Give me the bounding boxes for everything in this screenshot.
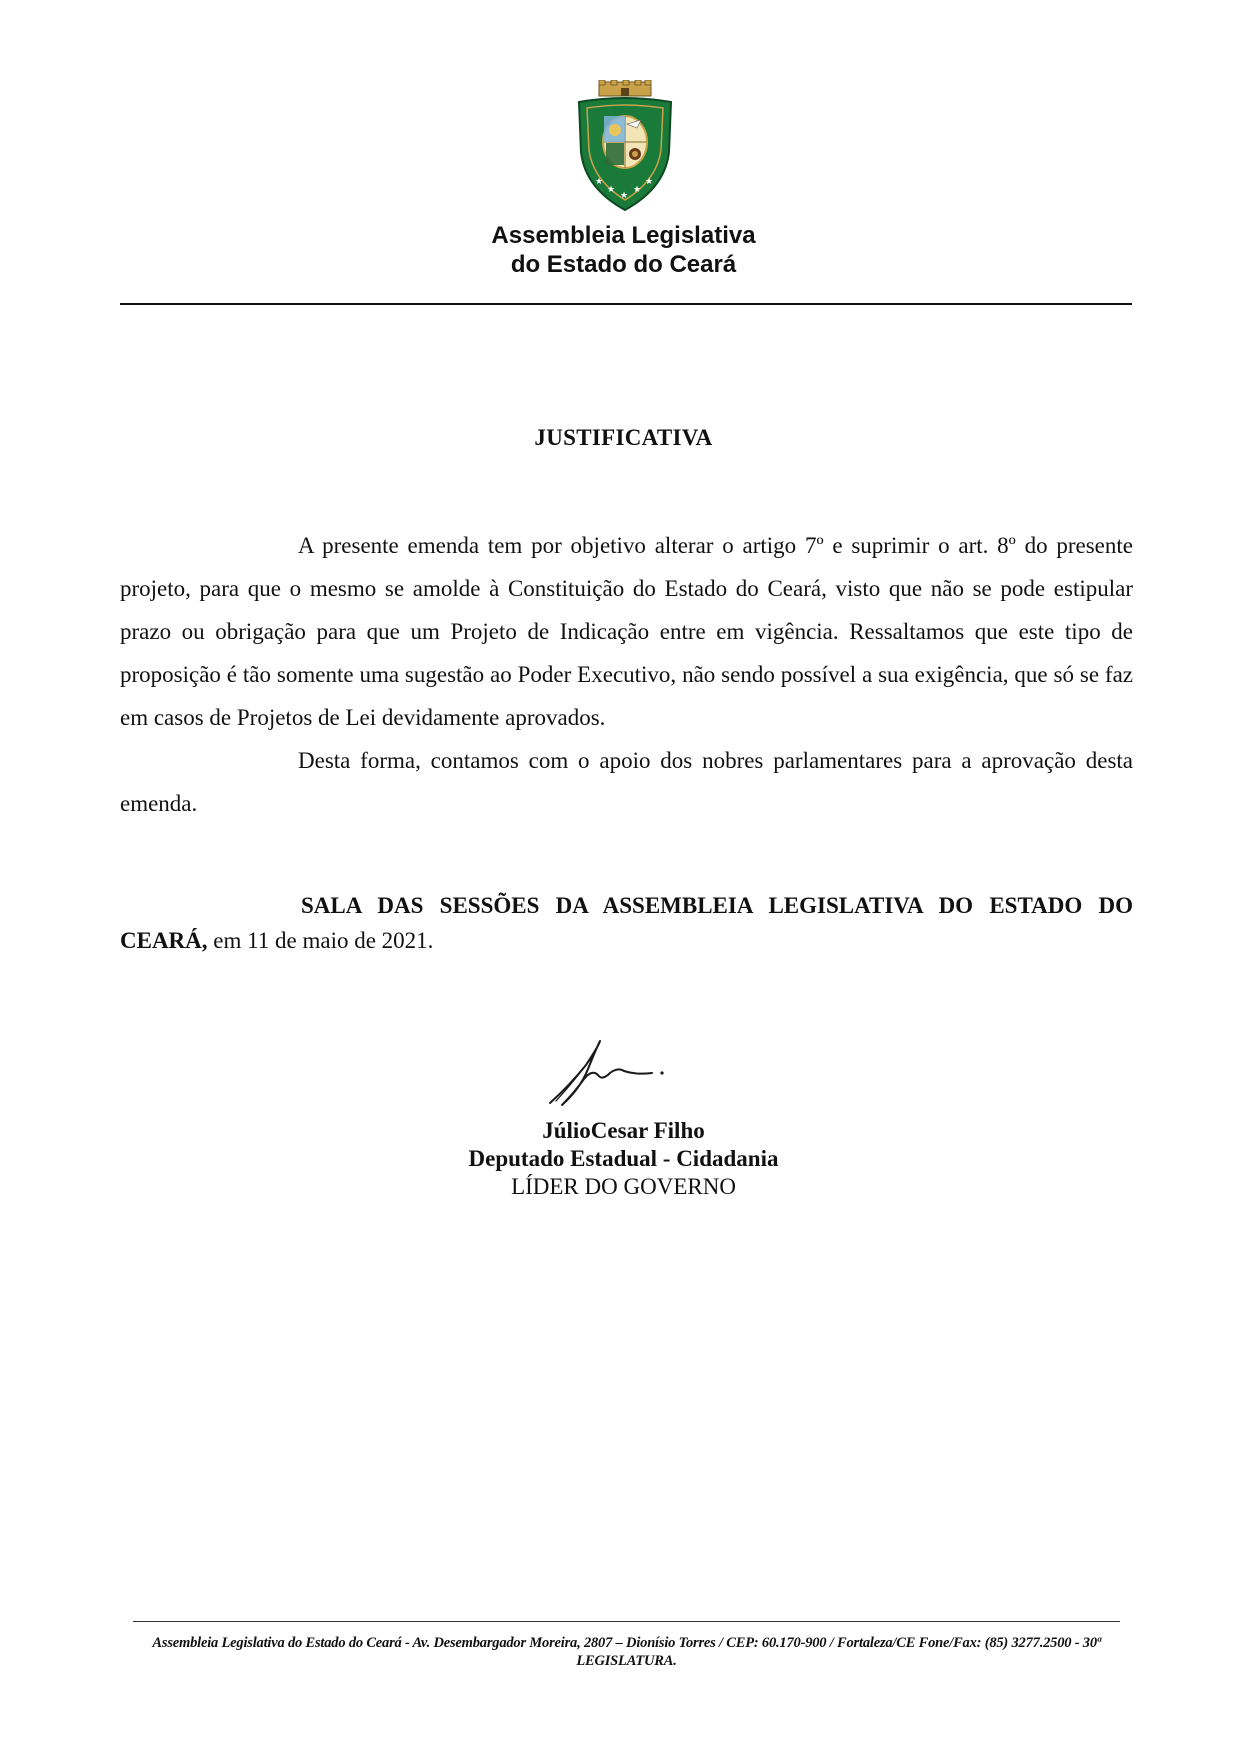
signatory-name: JúlioCesar Filho <box>542 1118 705 1143</box>
signatory-role: Deputado Estadual - Cidadania <box>468 1146 779 1171</box>
svg-text:★: ★ <box>595 177 604 187</box>
svg-text:★: ★ <box>607 185 616 195</box>
header-divider <box>120 303 1132 305</box>
coat-of-arms-emblem <box>573 80 677 212</box>
org-name-line-1: Assembleia Legislativa <box>491 222 756 249</box>
handwritten-signature <box>540 1035 680 1110</box>
svg-text:★: ★ <box>645 177 654 187</box>
svg-text:★: ★ <box>620 191 629 201</box>
body-paragraph-1: A presente emenda tem por objetivo alterar o artigo 7º e suprimir o art. 8º do presente projeto, para que o mesmo se amolde à Constituição do Estado do Ceará, visto que não se pode estipular prazo ou obrigação para que um Projeto de Indicação entre em vigência. Ressaltamos que este tipo de proposição é tão somente uma sugestão ao Poder Executivo, não sendo possível a sua exigência, que só se faz em casos de Projetos de Lei devidamente aprovados. <box>120 533 1133 730</box>
document-title: JUSTIFICATIVA <box>534 425 713 450</box>
closing-date-text: em 11 de maio de 2021. <box>207 928 434 953</box>
body-paragraph-2: Desta forma, contamos com o apoio dos nobres parlamentares para a aprovação desta emenda. <box>120 748 1133 816</box>
footer-address: Assembleia Legislativa do Estado do Ceará - Av. Desembargador Moreira, 2807 – Dionísio Torres / CEP: 60.170-900 / Fortaleza/CE Fone/Fax: (85) 3277.2500 - 30ª LEGISLATURA. <box>152 1635 1101 1669</box>
footer-divider <box>133 1621 1120 1622</box>
org-name-line-2: do Estado do Ceará <box>510 251 737 278</box>
signatory-title: LÍDER DO GOVERNO <box>511 1174 736 1199</box>
closing-statement <box>120 888 1133 958</box>
closing-bold-text: SALA DAS SESSÕES DA ASSEMBLEIA LEGISLATIVA DO ESTADO DO CEARÁ, <box>120 893 1133 953</box>
svg-text:★: ★ <box>633 185 642 195</box>
